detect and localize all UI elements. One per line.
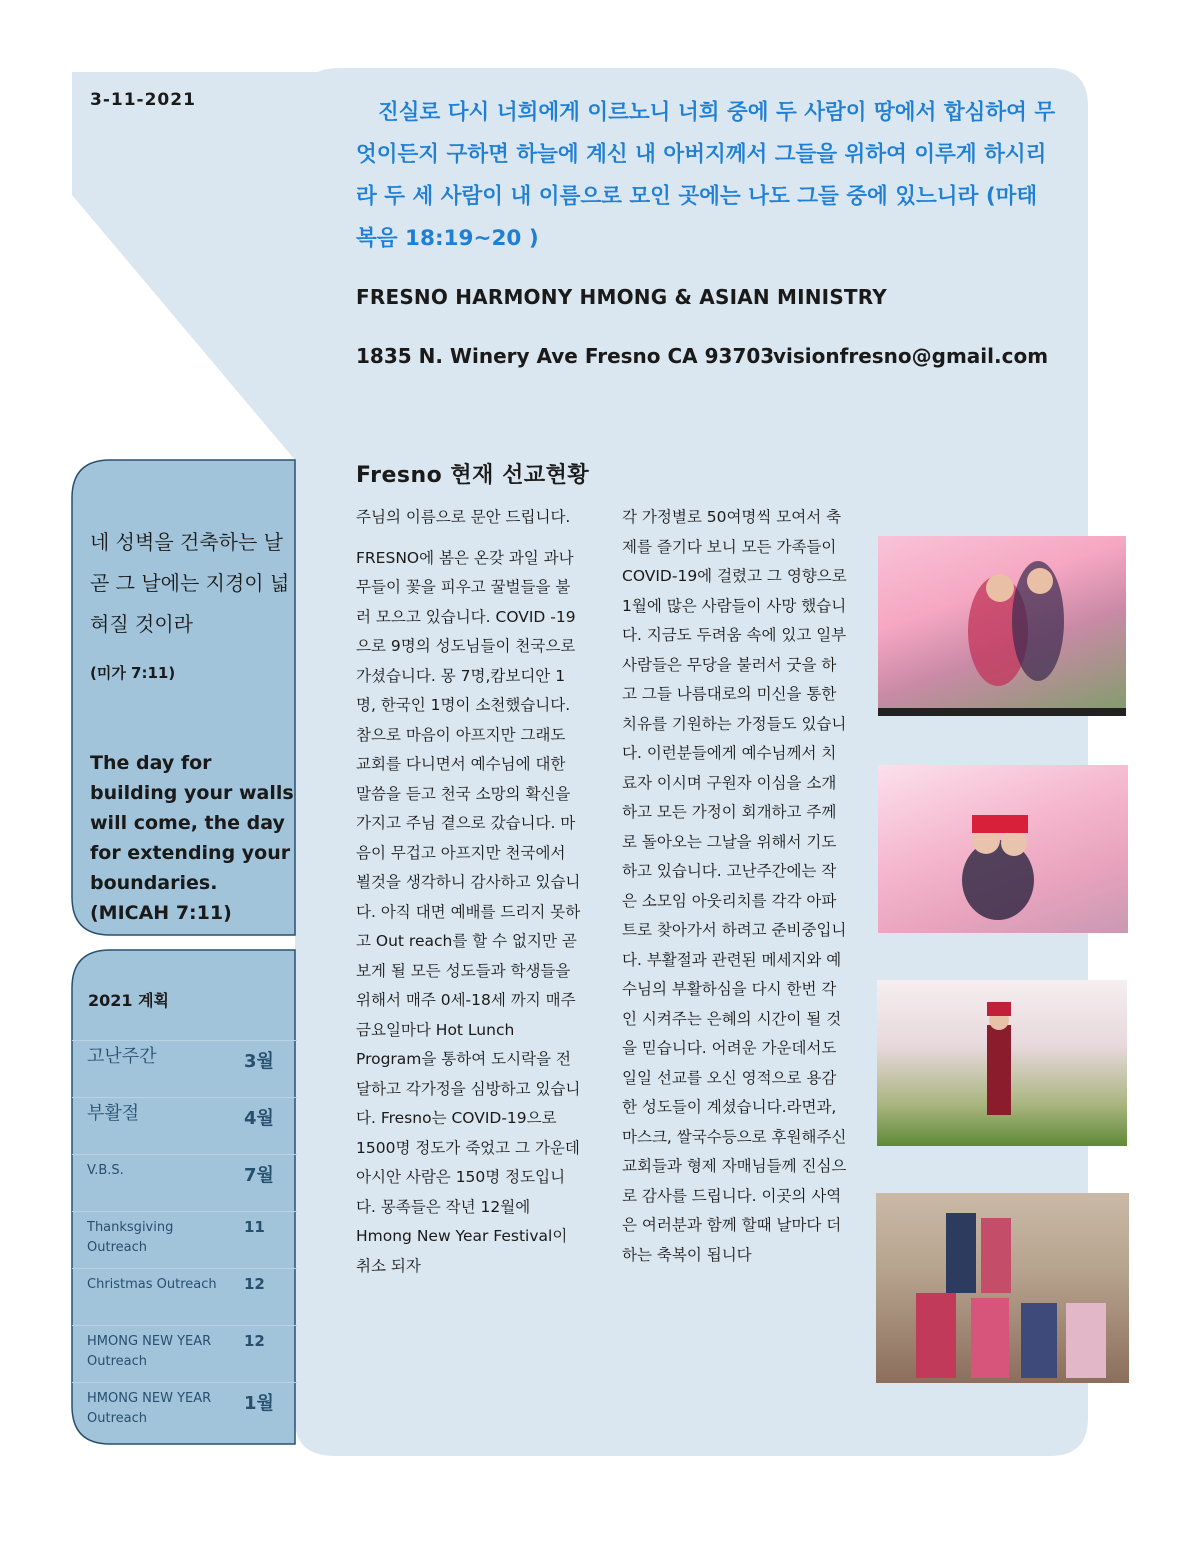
sidebar-verse-ref: (미가 7:11): [90, 664, 176, 682]
plan-table: [72, 1040, 297, 1439]
plan-name: V.B.S.: [87, 1163, 124, 1178]
plan-month: 7월: [244, 1165, 274, 1186]
plan-name: Christmas Outreach: [87, 1277, 217, 1292]
plan-month: 12: [244, 1275, 265, 1293]
photo-figures: [878, 765, 1128, 933]
plan-name: HMONG NEW YEAR Outreach: [87, 1334, 212, 1369]
photo-frame-bar: [878, 708, 1126, 716]
sidebar-verse-korean: 네 성벽을 건축하는 날 곧 그 날에는 지경이 넓혀질 것이라: [90, 530, 290, 636]
plan-row: [72, 1382, 297, 1439]
plan-month: 1월: [244, 1393, 274, 1414]
photo-figures: [878, 536, 1126, 716]
plan-name: 고난주간: [87, 1046, 157, 1067]
article-title: Fresno 현재 선교현황: [356, 463, 590, 488]
plan-row: [72, 1097, 297, 1154]
plan-month: 4월: [244, 1108, 274, 1129]
plan-title: 2021 계획: [88, 991, 170, 1010]
header-verse: 진실로 다시 너희에게 이르노니 너희 중에 두 사람이 땅에서 합심하여 무엇이든지 구하면 하늘에 계신 내 아버지께서 그들을 위하여 이루게 하시리라 두 세 사람이 내 이름으로 모인 곳에는 나도 그들 중에 있느니라 (마태복음 18:19~20 ): [356, 100, 1056, 251]
photo-group-children: [876, 1193, 1129, 1383]
photo-figures: [876, 1193, 1129, 1383]
plan-name: Thanksgiving Outreach: [87, 1220, 174, 1255]
plan-row: [72, 1211, 297, 1268]
plan-month: 12: [244, 1332, 265, 1350]
ministry-name: FRESNO HARMONY HMONG & ASIAN MINISTRY: [356, 285, 887, 309]
plan-row: [72, 1040, 297, 1097]
sidebar-verse-english: The day for building your walls will come, the day for extending your boundaries. (MICAH 7:11): [90, 752, 294, 924]
photo-orchard-girl: [877, 980, 1127, 1146]
photo-figures: [877, 980, 1127, 1146]
photo-blossom-two-girls: [878, 536, 1126, 716]
article-column-2: [622, 503, 850, 1281]
article-paragraph: 각 가정별로 50여명씩 모여서 축제를 즐기다 보니 모든 가족들이 COVID-19에 걸렸고 그 영향으로 1월에 많은 사람들이 사망 했습니다. 지금도 두려움 속에 있고 일부 사람들은 무당을 불러서 굿을 하고 그들 나름대로의 미신을 통한 치유를 기원하는 가정들도 있습니다. 이런분들에게 예수님께서 치료자 이시며 구원자 이심을 소개하고 모든 가정이 회개하고 주께로 돌아오는 그날을 위해서 기도하고 있습니다. 고난주간에는 작은 소모임 아웃리치를 각각 아파트로 찾아가서 하려고 준비중입니다. 부활절과 관련된 메세지와 예수님의 부활하심을 다시 한번 각인 시켜주는 은혜의 시간이 될 것을 믿습니다. 어려운 가운데서도 일일 선교를 오신 영적으로 용감한 성도들이 계셨습니다.라면과, 마스크, 쌀국수등으로 후원해주신 교회들과 형제 자매님들께 진심으로 감사를 드립니다. 이곳의 사역은 여러분과 함께 할때 날마다 더하는 축복이 됩니다: [622, 508, 847, 1264]
ministry-address: 1835 N. Winery Ave Fresno CA 93703: [356, 344, 775, 368]
photo-blossom-child: [878, 765, 1128, 933]
article-paragraph: 주님의 이름으로 문안 드립니다.: [356, 508, 571, 526]
plan-month: 3월: [244, 1051, 274, 1072]
plan-row: [72, 1154, 297, 1211]
plan-month: 11: [244, 1218, 265, 1236]
plan-row: [72, 1268, 297, 1325]
article-paragraph: FRESNO에 봄은 온갖 과일 과나무들이 꽃을 피우고 꿀벌들을 불러 모으고 있습니다. COVID -19으로 9명의 성도님들이 천국으로 가셨습니다. 몽 7명,캄보디안 1명, 한국인 1명이 소천했습니다. 참으로 마음이 아프지만 그래도 교회를 다니면서 예수님에 대한 말씀을 듣고 천국 소망의 확신을 가지고 주님 곁으로 갔습니다. 마음이 무겁고 아프지만 천국에서 뵐것을 생각하니 감사하고 있습니다. 아직 대면 예배를 드리지 못하고 Out reach를 할 수 없지만 곧 보게 될 모든 성도들과 학생들을 위해서 매주 0세-18세 까지 매주 금요일마다 Hot Lunch Program을 통하여 도시락을 전달하고 각가정을 심방하고 있습니다. Fresno는 COVID-19으로 1500명 정도가 죽었고 그 가운데 아시안 사람은 150명 정도입니다. 몽족들은 작년 12월에 Hmong New Year Festival이 취소 되자: [356, 548, 581, 1275]
plan-row: [72, 1325, 297, 1382]
plan-name: HMONG NEW YEAR Outreach: [87, 1391, 212, 1426]
document-date: 3-11-2021: [90, 90, 196, 110]
plan-name: 부활절: [87, 1103, 140, 1124]
article-column-1: [356, 503, 584, 1292]
ministry-email[interactable]: visionfresno@gmail.com: [773, 344, 1049, 368]
